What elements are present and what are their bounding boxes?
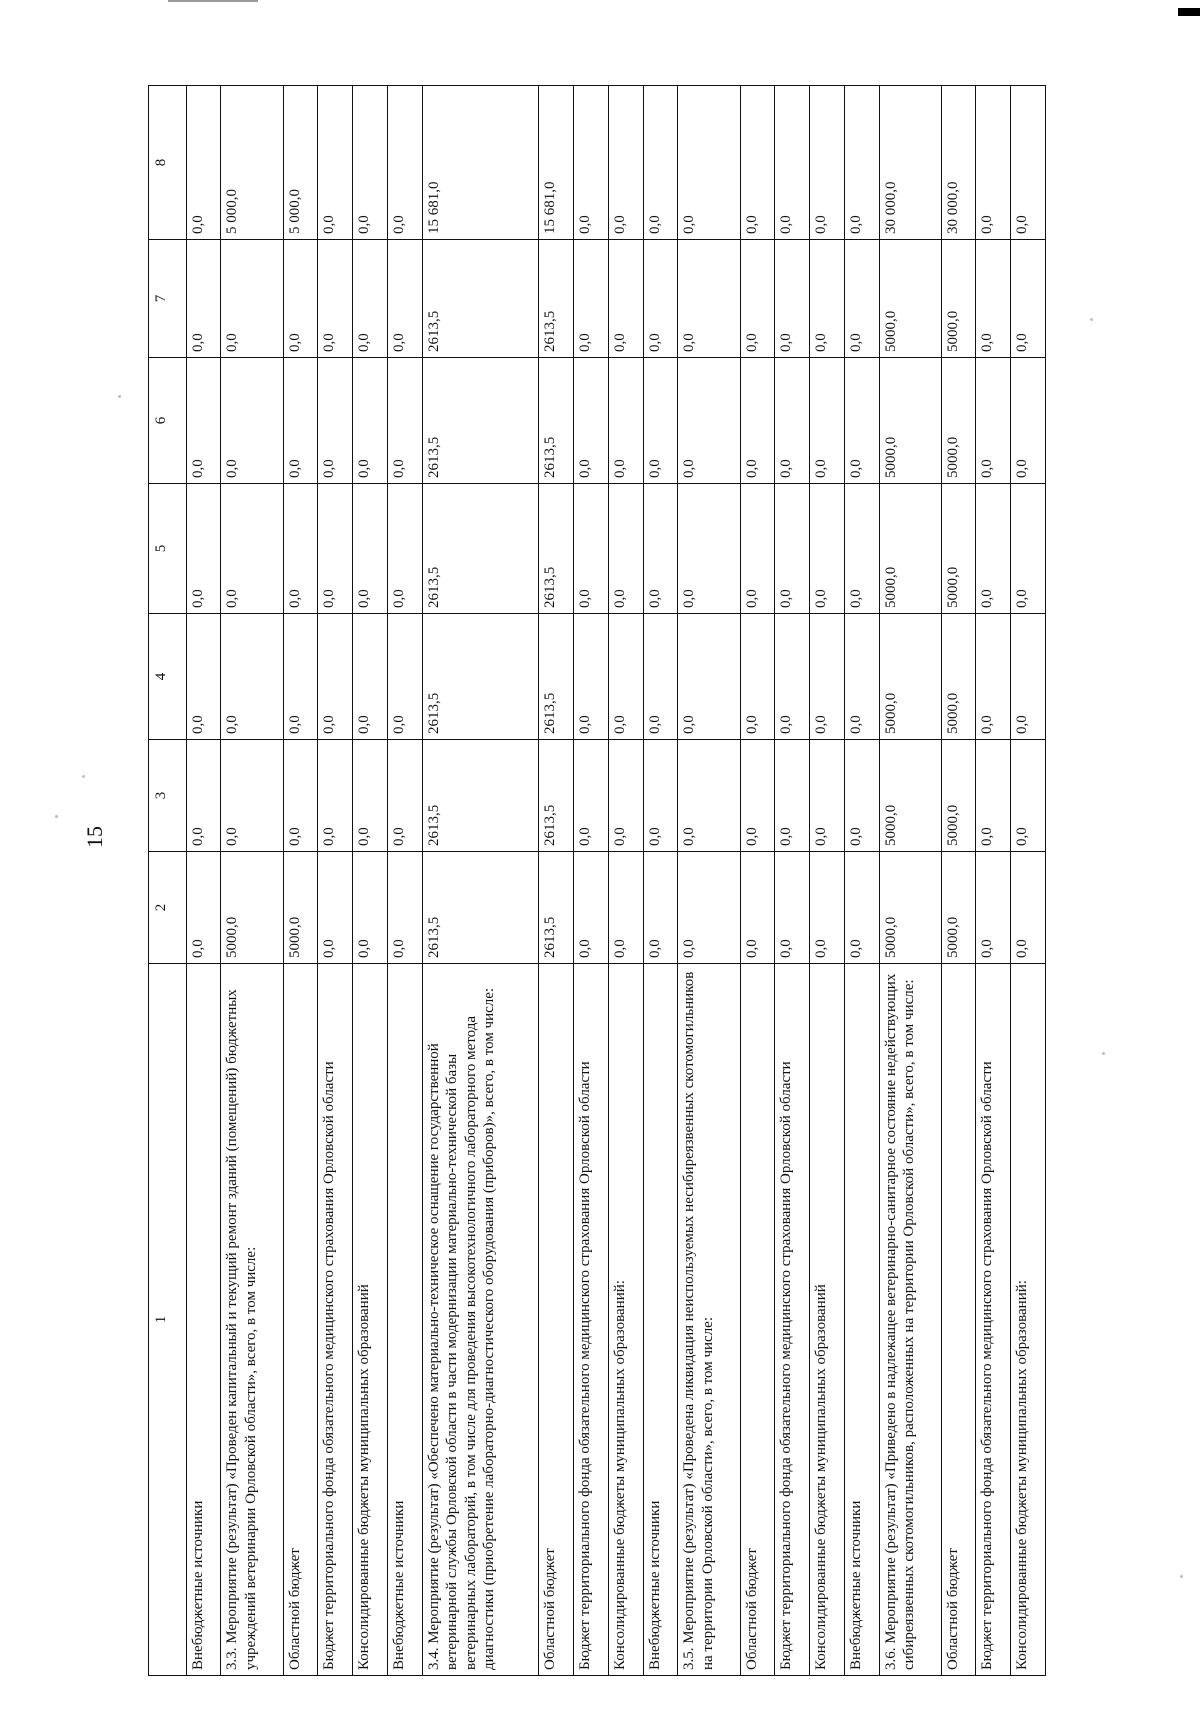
row-label: Внебюджетные источники: [844, 964, 879, 1676]
row-label: Бюджет территориального фонда обязательного медицинского страхования Орловской области: [775, 964, 810, 1676]
value-cell: 0,0: [387, 240, 422, 358]
value-cell: 0,0: [318, 614, 353, 740]
row-label: Внебюджетные источники: [186, 964, 221, 1676]
value-cell: 0,0: [844, 484, 879, 614]
value-cell: 0,0: [775, 358, 810, 484]
value-cell: 0,0: [844, 852, 879, 964]
top-scan-rule: [168, 0, 258, 2]
value-cell: 0,0: [810, 358, 845, 484]
scan-speck: [1180, 1575, 1183, 1578]
value-cell: 0,0: [221, 358, 283, 484]
value-cell: 0,0: [775, 240, 810, 358]
value-cell: 0,0: [221, 484, 283, 614]
row-label: Консолидированные бюджеты муниципальных образований: [353, 964, 388, 1676]
table-row: [810, 86, 845, 1676]
value-cell: 0,0: [643, 240, 678, 358]
value-cell: 0,0: [976, 484, 1011, 614]
value-cell: 0,0: [283, 484, 318, 614]
table-row: [539, 86, 574, 1676]
table-row: [879, 86, 941, 1676]
value-cell: 0,0: [740, 484, 775, 614]
value-cell: 0,0: [387, 740, 422, 852]
value-cell: 5000,0: [879, 484, 941, 614]
value-cell: 0,0: [775, 614, 810, 740]
table-row: [1011, 86, 1046, 1676]
value-cell: 0,0: [810, 240, 845, 358]
value-cell: 0,0: [976, 740, 1011, 852]
value-cell: 0,0: [1011, 614, 1046, 740]
table-row: [775, 86, 810, 1676]
value-cell: 0,0: [608, 484, 643, 614]
row-label: 3.6. Мероприятие (результат) «Приведено в надлежащее ветеринарно-санитарное состояние недействующих сибиреязвенных скотомогильников, расположенных на территории Орловской области», всего, в том числе:: [879, 964, 941, 1676]
value-cell: 0,0: [353, 240, 388, 358]
column-header: 1: [149, 964, 187, 1676]
value-cell: 0,0: [186, 852, 221, 964]
table-row: [318, 86, 353, 1676]
value-cell: 2613,5: [539, 358, 574, 484]
column-header: 7: [149, 240, 187, 358]
table-row: [221, 86, 283, 1676]
table-row: [574, 86, 609, 1676]
value-cell: 30 000,0: [879, 86, 941, 240]
table-row: [844, 86, 879, 1676]
row-label: Областной бюджет: [539, 964, 574, 1676]
row-label: Бюджет территориального фонда обязательного медицинского страхования Орловской области: [976, 964, 1011, 1676]
value-cell: 0,0: [353, 852, 388, 964]
value-cell: 0,0: [775, 86, 810, 240]
row-label: Областной бюджет: [740, 964, 775, 1676]
value-cell: 0,0: [1011, 86, 1046, 240]
value-cell: 0,0: [643, 740, 678, 852]
row-label: Бюджет территориального фонда обязательного медицинского страхования Орловской области: [574, 964, 609, 1676]
value-cell: 0,0: [643, 484, 678, 614]
value-cell: 0,0: [1011, 740, 1046, 852]
row-label: Областной бюджет: [941, 964, 976, 1676]
value-cell: 15 681,0: [539, 86, 574, 240]
value-cell: 0,0: [976, 614, 1011, 740]
scan-edge-mark: [1178, 8, 1200, 16]
value-cell: 0,0: [643, 86, 678, 240]
value-cell: 0,0: [810, 852, 845, 964]
value-cell: 2613,5: [422, 852, 539, 964]
table-row: [353, 86, 388, 1676]
scan-speck: [118, 395, 121, 398]
rotated-page-content: [148, 86, 1046, 1676]
value-cell: 2613,5: [422, 240, 539, 358]
value-cell: 0,0: [775, 852, 810, 964]
value-cell: 0,0: [678, 614, 740, 740]
value-cell: 0,0: [186, 740, 221, 852]
value-cell: 0,0: [643, 358, 678, 484]
row-label: 3.3. Мероприятие (результат) «Проведен капитальный и текущий ремонт зданий (помещений) бюджетных учреждений ветеринарии Орловской области», всего, в том числе:: [221, 964, 283, 1676]
value-cell: 0,0: [283, 240, 318, 358]
table-row: [186, 86, 221, 1676]
value-cell: 0,0: [976, 86, 1011, 240]
value-cell: 0,0: [318, 358, 353, 484]
value-cell: 5000,0: [941, 358, 976, 484]
value-cell: 5000,0: [221, 852, 283, 964]
value-cell: 2613,5: [539, 740, 574, 852]
value-cell: 0,0: [186, 358, 221, 484]
row-label: Областной бюджет: [283, 964, 318, 1676]
value-cell: 0,0: [678, 240, 740, 358]
value-cell: 0,0: [678, 358, 740, 484]
value-cell: 0,0: [221, 740, 283, 852]
value-cell: 0,0: [740, 740, 775, 852]
row-label: Внебюджетные источники: [387, 964, 422, 1676]
value-cell: 0,0: [283, 614, 318, 740]
column-header: 5: [149, 484, 187, 614]
table-row: [941, 86, 976, 1676]
value-cell: 0,0: [318, 240, 353, 358]
value-cell: 5000,0: [941, 614, 976, 740]
value-cell: 0,0: [318, 86, 353, 240]
value-cell: 0,0: [574, 240, 609, 358]
table-row: [976, 86, 1011, 1676]
value-cell: 0,0: [740, 852, 775, 964]
value-cell: 0,0: [608, 86, 643, 240]
value-cell: 0,0: [387, 358, 422, 484]
page-number: 15: [82, 826, 107, 848]
value-cell: 0,0: [740, 86, 775, 240]
row-label: Консолидированные бюджеты муниципальных образований:: [608, 964, 643, 1676]
column-header: 8: [149, 86, 187, 240]
value-cell: 0,0: [574, 852, 609, 964]
column-header: 2: [149, 852, 187, 964]
value-cell: 0,0: [678, 86, 740, 240]
value-cell: 0,0: [810, 86, 845, 240]
value-cell: 0,0: [574, 740, 609, 852]
value-cell: 0,0: [844, 358, 879, 484]
value-cell: 2613,5: [422, 358, 539, 484]
value-cell: 0,0: [1011, 852, 1046, 964]
value-cell: 0,0: [318, 484, 353, 614]
value-cell: 0,0: [387, 852, 422, 964]
value-cell: 0,0: [740, 358, 775, 484]
table-row: [740, 86, 775, 1676]
table-row: [608, 86, 643, 1676]
value-cell: 2613,5: [539, 240, 574, 358]
row-label: Консолидированные бюджеты муниципальных образований: [810, 964, 845, 1676]
row-label: Бюджет территориального фонда обязательного медицинского страхования Орловской области: [318, 964, 353, 1676]
value-cell: 0,0: [1011, 358, 1046, 484]
value-cell: 0,0: [976, 358, 1011, 484]
value-cell: 0,0: [810, 484, 845, 614]
value-cell: 5000,0: [879, 852, 941, 964]
value-cell: 0,0: [574, 484, 609, 614]
table-header-row: [149, 86, 187, 1676]
value-cell: 0,0: [1011, 484, 1046, 614]
value-cell: 0,0: [643, 614, 678, 740]
table-row: [678, 86, 740, 1676]
value-cell: 0,0: [740, 240, 775, 358]
value-cell: 5000,0: [879, 240, 941, 358]
value-cell: 0,0: [387, 484, 422, 614]
value-cell: 0,0: [574, 86, 609, 240]
value-cell: 5000,0: [941, 240, 976, 358]
value-cell: 2613,5: [539, 484, 574, 614]
value-cell: 0,0: [678, 852, 740, 964]
table-row: [283, 86, 318, 1676]
value-cell: 2613,5: [422, 740, 539, 852]
value-cell: 0,0: [844, 240, 879, 358]
scan-speck: [55, 815, 58, 818]
scan-speck: [82, 775, 85, 778]
scan-speck: [1090, 318, 1093, 321]
value-cell: 0,0: [608, 852, 643, 964]
value-cell: 0,0: [353, 740, 388, 852]
scan-speck: [1102, 1052, 1105, 1055]
value-cell: 0,0: [608, 240, 643, 358]
value-cell: 2613,5: [422, 614, 539, 740]
value-cell: 15 681,0: [422, 86, 539, 240]
value-cell: 0,0: [678, 740, 740, 852]
value-cell: 0,0: [574, 358, 609, 484]
value-cell: 0,0: [775, 484, 810, 614]
value-cell: 0,0: [1011, 240, 1046, 358]
value-cell: 0,0: [608, 358, 643, 484]
value-cell: 0,0: [574, 614, 609, 740]
value-cell: 0,0: [608, 740, 643, 852]
value-cell: 0,0: [810, 740, 845, 852]
value-cell: 5000,0: [941, 740, 976, 852]
value-cell: 0,0: [387, 614, 422, 740]
column-header: 6: [149, 358, 187, 484]
value-cell: 0,0: [810, 614, 845, 740]
value-cell: 0,0: [221, 614, 283, 740]
value-cell: 0,0: [283, 358, 318, 484]
table-row: [643, 86, 678, 1676]
value-cell: 2613,5: [539, 614, 574, 740]
value-cell: 0,0: [353, 484, 388, 614]
value-cell: 0,0: [186, 86, 221, 240]
value-cell: 0,0: [186, 484, 221, 614]
value-cell: 0,0: [221, 240, 283, 358]
value-cell: 5000,0: [879, 614, 941, 740]
value-cell: 0,0: [608, 614, 643, 740]
value-cell: 0,0: [643, 852, 678, 964]
value-cell: 0,0: [283, 740, 318, 852]
value-cell: 2613,5: [422, 484, 539, 614]
row-label: Консолидированные бюджеты муниципальных образований:: [1011, 964, 1046, 1676]
value-cell: 0,0: [976, 852, 1011, 964]
value-cell: 5000,0: [941, 484, 976, 614]
value-cell: 0,0: [387, 86, 422, 240]
row-label: Внебюджетные источники: [643, 964, 678, 1676]
value-cell: 0,0: [740, 614, 775, 740]
table-body: [149, 86, 1046, 1676]
value-cell: 0,0: [775, 740, 810, 852]
value-cell: 5000,0: [879, 358, 941, 484]
value-cell: 5 000,0: [283, 86, 318, 240]
value-cell: 5 000,0: [221, 86, 283, 240]
value-cell: 0,0: [353, 614, 388, 740]
value-cell: 0,0: [844, 740, 879, 852]
value-cell: 0,0: [186, 614, 221, 740]
column-header: 4: [149, 614, 187, 740]
value-cell: 5000,0: [283, 852, 318, 964]
value-cell: 0,0: [844, 86, 879, 240]
value-cell: 0,0: [318, 740, 353, 852]
value-cell: 0,0: [353, 86, 388, 240]
value-cell: 0,0: [186, 240, 221, 358]
value-cell: 0,0: [976, 240, 1011, 358]
value-cell: 5000,0: [879, 740, 941, 852]
column-header: 3: [149, 740, 187, 852]
value-cell: 0,0: [844, 614, 879, 740]
row-label: 3.5. Мероприятие (результат) «Проведена ликвидация неиспользуемых несибиреязвенных скотомогильников на территории Орловской области», всего, в том числе:: [678, 964, 740, 1676]
table-row: [387, 86, 422, 1676]
value-cell: 0,0: [318, 852, 353, 964]
table-row: [422, 86, 539, 1676]
value-cell: 2613,5: [539, 852, 574, 964]
value-cell: 30 000,0: [941, 86, 976, 240]
row-label: 3.4. Мероприятие (результат) «Обеспечено материально-техническое оснащение государственной ветеринарной службы Орловской области в части модернизации материально-технической базы ветеринарных лабораторий, в том числе для проведения высокотехнологичного лабораторного метода диагностики (приобретение лабораторно-диагностического оборудования (приборов)», всего, в том числе:: [422, 964, 539, 1676]
value-cell: 0,0: [678, 484, 740, 614]
value-cell: 0,0: [353, 358, 388, 484]
value-cell: 5000,0: [941, 852, 976, 964]
budget-table: [148, 85, 1046, 1676]
